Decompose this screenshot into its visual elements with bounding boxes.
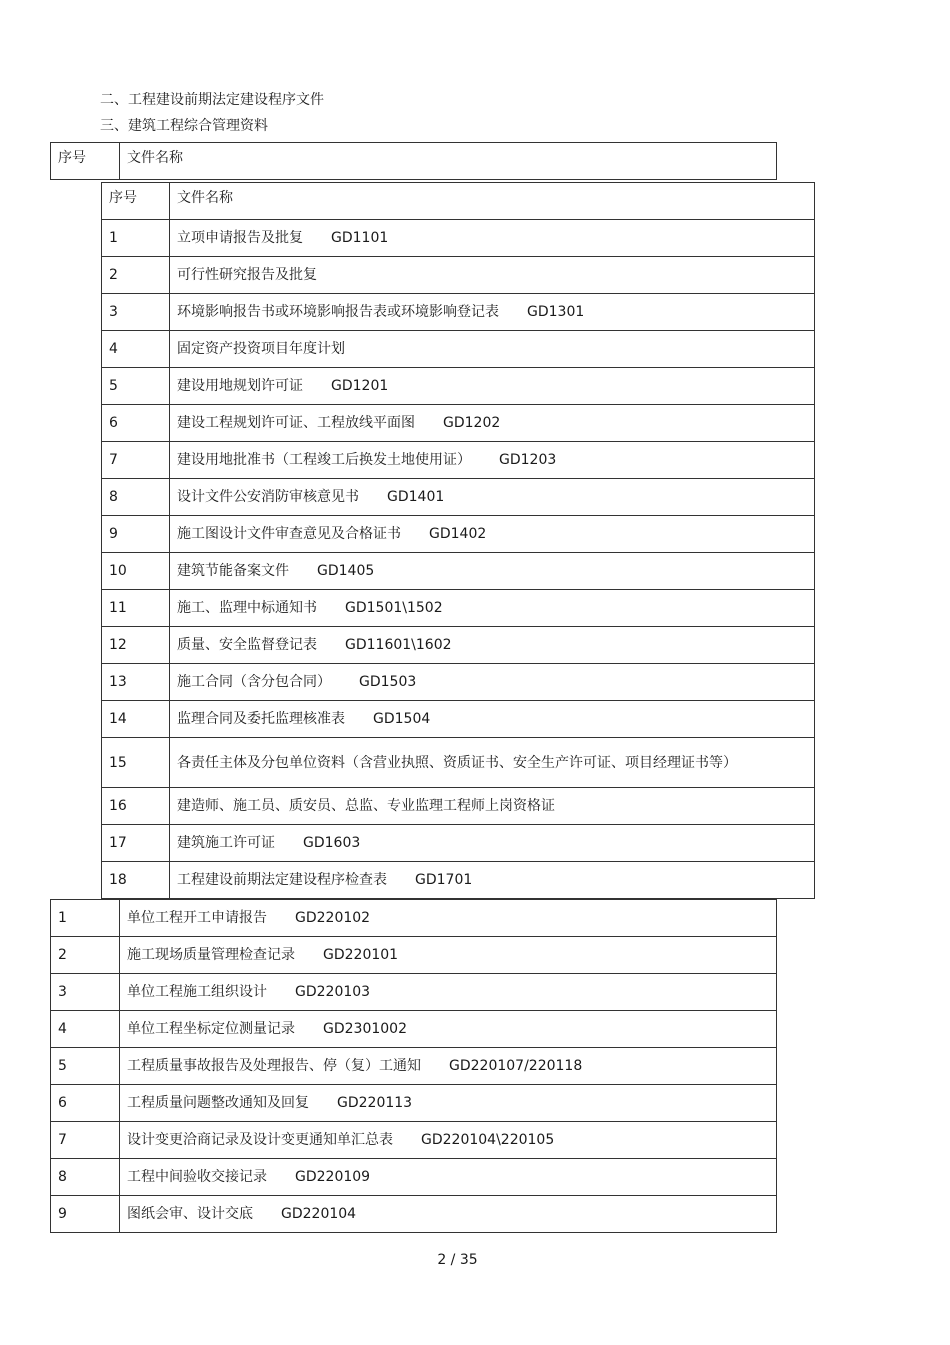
inner_table-row [102,331,814,368]
outer-header-name: 文件名称 [127,150,183,166]
inner_table-item-code: GD1402 [429,526,487,542]
inner_table-row-no: 16 [102,788,170,824]
inner_table-row-name [170,553,374,589]
outer_table-row-no: 8 [51,1159,120,1195]
outer-header-no: 序号 [51,143,120,179]
inner_table-item-title: 施工图设计文件审查意见及合格证书 [177,526,401,542]
outer_table-item-code: GD220107/220118 [449,1058,583,1074]
outer_table-row [51,1122,776,1159]
outer_table-item-title: 施工现场质量管理检查记录 [127,947,295,963]
outer_table-row-no: 3 [51,974,120,1010]
outer-table-header [50,142,777,180]
outer_table-item-title: 图纸会审、设计交底 [127,1206,253,1222]
outer-table [50,899,777,1233]
outer_table-item-title: 设计变更洽商记录及设计变更通知单汇总表 [127,1132,393,1148]
outer_table-row-name [120,1048,582,1084]
inner_table-row-name [170,405,500,441]
outer_table-row [51,1196,776,1233]
inner_table-row-name [170,738,787,787]
inner_table-row [102,405,814,442]
inner_table-row-name [170,442,556,478]
inner_table-item-title: 固定资产投资项目年度计划 [177,341,345,357]
page-number: 2 / 35 [437,1252,478,1268]
inner_table-row-no: 7 [102,442,170,478]
outer_table-item-title: 单位工程坐标定位测量记录 [127,1021,295,1037]
inner_table-row-no: 3 [102,294,170,330]
outer_table-row-no: 1 [51,900,120,936]
outer_table-item-title: 工程质量问题整改通知及回复 [127,1095,309,1111]
outer_table-row [51,1159,776,1196]
outer_table-row [51,900,776,937]
inner_table-row [102,738,814,788]
inner_table-row-no: 6 [102,405,170,441]
outer_table-row-name [120,1085,412,1121]
outer_table-row [51,1085,776,1122]
inner_table-row [102,257,814,294]
outer_table-item-code: GD220104\220105 [421,1132,555,1148]
inner_table-item-title: 施工合同（含分包合同） [177,674,331,690]
inner_table-item-title: 可行性研究报告及批复 [177,267,317,283]
inner_table-row-no: 17 [102,825,170,861]
inner_table-row-no: 9 [102,516,170,552]
inner_table-item-title: 质量、安全监督登记表 [177,637,317,653]
outer_table-item-code: GD220101 [323,947,399,963]
inner_table-row-no: 18 [102,862,170,898]
inner_table-row-name [170,294,584,330]
inner_table-row-no: 4 [102,331,170,367]
inner_table-item-title: 立项申请报告及批复 [177,230,303,246]
inner_table-item-code: GD11601\1602 [345,637,452,653]
inner_table-row-no: 1 [102,220,170,256]
inner-header-name: 文件名称 [177,190,233,206]
outer_table-item-code: GD220113 [337,1095,413,1111]
inner_table-row-name [170,516,486,552]
inner_table-row [102,553,814,590]
inner_table-row [102,368,814,405]
inner_table-item-code: GD1405 [317,563,375,579]
inner_table-row-no: 8 [102,479,170,515]
inner_table-row-name [170,257,317,293]
outer_table-item-code: GD220102 [295,910,371,926]
outer_table-row [51,1011,776,1048]
inner_table-row-no: 15 [102,738,170,787]
inner_table-row-name [170,788,555,824]
inner_table-row [102,516,814,553]
outer-header-row [51,143,776,180]
inner_table-item-code: GD1201 [331,378,389,394]
section-heading-2: 二、工程建设前期法定建设程序文件 [100,92,324,108]
inner_table-row-name [170,220,388,256]
inner_table-row-name [170,331,345,367]
inner_table-item-code: GD1203 [499,452,557,468]
inner_table-row [102,627,814,664]
outer_table-item-code: GD220109 [295,1169,371,1185]
inner_table-item-code: GD1501\1502 [345,600,443,616]
inner_table-item-title: 工程建设前期法定建设程序检查表 [177,872,387,888]
inner_table-row-no: 2 [102,257,170,293]
inner_table-row-no: 12 [102,627,170,663]
inner_table-item-title: 建筑施工许可证 [177,835,275,851]
outer_table-row [51,974,776,1011]
outer_table-row-no: 2 [51,937,120,973]
inner_table-item-code: GD1101 [331,230,389,246]
outer_table-row-no: 4 [51,1011,120,1047]
outer_table-row-name [120,1159,370,1195]
outer_table-row-no: 6 [51,1085,120,1121]
outer_table-row [51,937,776,974]
inner_table-item-code: GD1503 [359,674,417,690]
inner_table-row-name [170,664,416,700]
outer_table-row-no: 5 [51,1048,120,1084]
outer_table-item-title: 工程质量事故报告及处理报告、停（复）工通知 [127,1058,421,1074]
outer_table-row [51,1048,776,1085]
inner_table-item-code: GD1202 [443,415,501,431]
outer_table-row-name [120,900,370,936]
outer_table-row-no: 7 [51,1122,120,1158]
inner_table-item-code: GD1401 [387,489,445,505]
outer_table-item-title: 单位工程开工申请报告 [127,910,267,926]
inner_table-item-title: 监理合同及委托监理核准表 [177,711,345,727]
section-heading-3: 三、建筑工程综合管理资料 [100,118,268,134]
inner_table-row [102,220,814,257]
inner_table-row [102,701,814,738]
inner_table-row-no: 5 [102,368,170,404]
inner_table-row-no: 14 [102,701,170,737]
inner_table-row-name [170,368,388,404]
outer_table-row-name [120,937,398,973]
inner_table-row-no: 10 [102,553,170,589]
inner_table-item-title: 施工、监理中标通知书 [177,600,317,616]
outer_table-item-title: 工程中间验收交接记录 [127,1169,267,1185]
inner_table-row [102,825,814,862]
inner_table-row [102,664,814,701]
outer_table-item-code: GD220103 [295,984,371,1000]
inner_table-row [102,442,814,479]
inner_table-row [102,788,814,825]
inner_table-item-code: GD1504 [373,711,431,727]
inner_table-row [102,590,814,627]
inner_table-row [102,294,814,331]
inner_table-item-code: GD1701 [415,872,473,888]
inner_table-item-title: 建设用地批准书（工程竣工后换发土地使用证） [177,452,471,468]
inner_table-row-name [170,701,430,737]
inner_table-item-title: 各责任主体及分包单位资料（含营业执照、资质证书、安全生产许可证、项目经理证书等） [177,754,737,771]
inner_table-row [102,479,814,516]
inner-header-no: 序号 [102,183,170,219]
inner-header-row [102,183,814,220]
inner_table-item-code: GD1301 [527,304,585,320]
inner_table-item-title: 环境影响报告书或环境影响报告表或环境影响登记表 [177,304,499,320]
inner_table-row [102,862,814,899]
inner_table-item-title: 建设用地规划许可证 [177,378,303,394]
inner_table-item-title: 建筑节能备案文件 [177,563,289,579]
outer_table-row-no: 9 [51,1196,120,1232]
outer_table-row-name [120,1196,356,1232]
inner_table-row-no: 11 [102,590,170,626]
inner_table-item-code: GD1603 [303,835,361,851]
inner_table-row-name [170,590,443,626]
inner-table [101,182,815,899]
outer_table-row-name [120,1122,554,1158]
inner_table-row-name [170,479,444,515]
outer_table-row-name [120,1011,407,1047]
inner_table-row-name [170,825,360,861]
inner_table-row-name [170,862,472,898]
outer_table-row-name [120,974,370,1010]
outer_table-item-code: GD2301002 [323,1021,407,1037]
inner_table-row-no: 13 [102,664,170,700]
inner_table-item-title: 建造师、施工员、质安员、总监、专业监理工程师上岗资格证 [177,798,555,814]
outer_table-item-code: GD220104 [281,1206,357,1222]
inner_table-item-title: 设计文件公安消防审核意见书 [177,489,359,505]
inner_table-row-name [170,627,452,663]
inner_table-item-title: 建设工程规划许可证、工程放线平面图 [177,415,415,431]
outer_table-item-title: 单位工程施工组织设计 [127,984,267,1000]
